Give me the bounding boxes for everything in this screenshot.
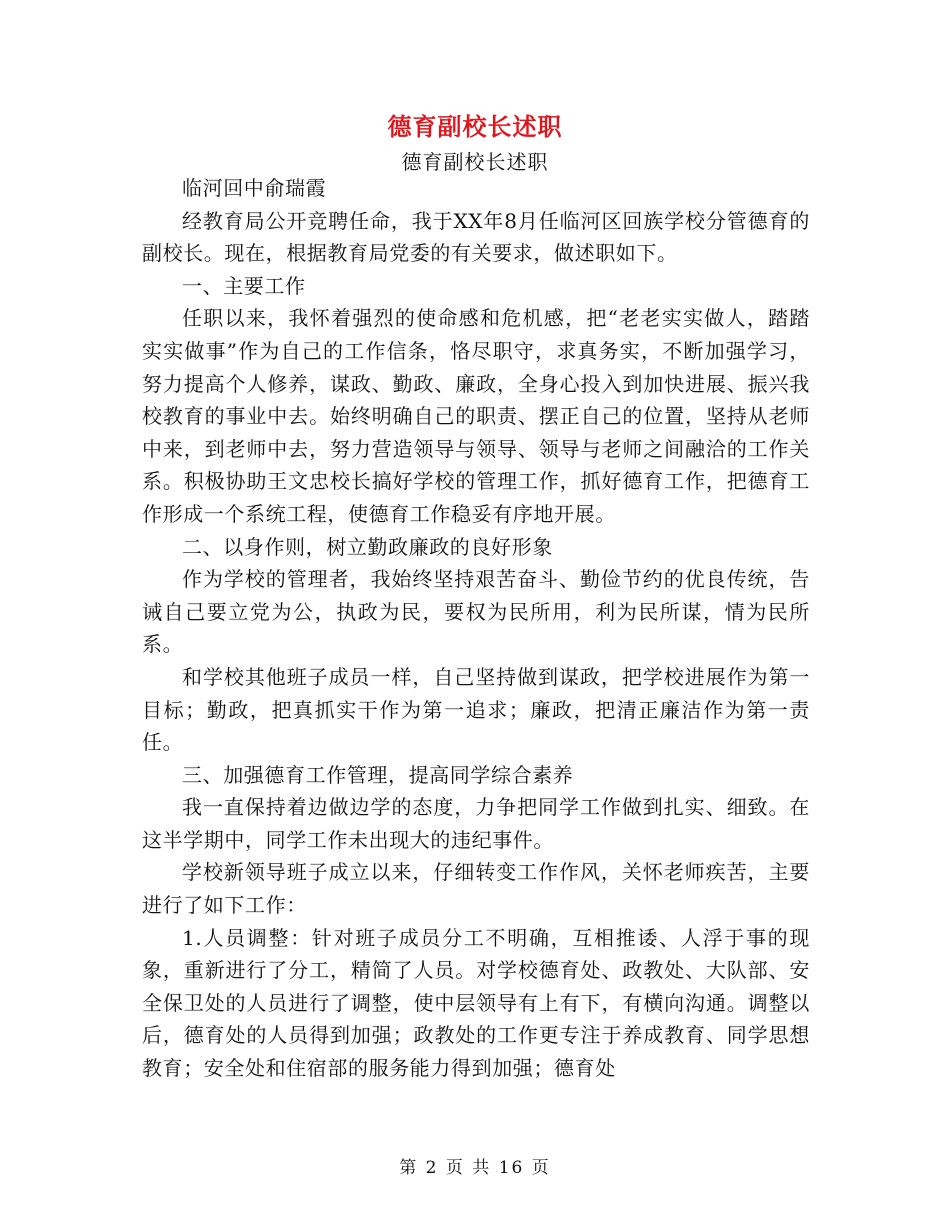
section-heading: 二、以身作则，树立勤政廉政的良好形象 — [182, 534, 553, 559]
paragraph: 我一直保持着边做边学的态度，力争把同学工作做到扎实、细致。在这半学期中，同学工作未出现大的违纪事件。 — [142, 795, 810, 852]
paragraph: 学校新领导班子成立以来，仔细转变工作作风，关怀老师疾苦，主要进行了如下工作： — [142, 860, 810, 918]
author-line: 临河回中俞瑞霞 — [182, 176, 327, 200]
section-heading: 一、主要工作 — [182, 273, 306, 298]
document-body — [142, 172, 810, 1085]
document-title: 德育副校长述职 — [387, 112, 563, 141]
paragraph: 和学校其他班子成员一样，自己坚持做到谋政，把学校进展作为第一目标；勤政，把真抓实干作为第一追求；廉政，把清正廉洁作为第一责任。 — [142, 664, 810, 755]
page-number-footer: 第 2 页 共 16 页 — [399, 1158, 551, 1178]
paragraph: 经教育局公开竞聘任命，我于XX年8月任临河区回族学校分管德育的副校长。现在，根据教育局党委的有关要求，做述职如下。 — [142, 208, 810, 266]
paragraph: 作为学校的管理者，我始终坚持艰苦奋斗、勤俭节约的优良传统，告诫自己要立党为公，执政为民，要权为民所用，利为民所谋，情为民所系。 — [142, 567, 810, 657]
paragraph: 1.人员调整：针对班子成员分工不明确，互相推诿、人浮于事的现象，重新进行了分工，精简了人员。对学校德育处、政教处、大队部、安全保卫处的人员进行了调整，使中层领导有上有下，有横向沟通。调整以后，德育处的人员得到加强；政教处的工作更专注于养成教育、同学思想教育；安全处和住宿部的服务能力得到加强；德育处 — [142, 925, 810, 1081]
paragraph: 任职以来，我怀着强烈的使命感和危机感，把“老老实实做人，踏踏实实做事”作为自己的工作信条，恪尽职守，求真务实，不断加强学习，努力提高个人修养，谋政、勤政、廉政，全身心投入到加快进展、振兴我校教育的事业中去。始终明确自己的职责、摆正自己的位置，坚持从老师中来，到老师中去，努力营造领导与领导、领导与老师之间融洽的工作关系。积极协助王文忠校长搞好学校的管理工作，抓好德育工作，把德育工作形成一个系统工程，使德育工作稳妥有序地开展。 — [142, 306, 810, 526]
document-subtitle: 德育副校长述职 — [401, 150, 549, 174]
section-heading: 三、加强德育工作管理，提高同学综合素养 — [182, 762, 574, 787]
